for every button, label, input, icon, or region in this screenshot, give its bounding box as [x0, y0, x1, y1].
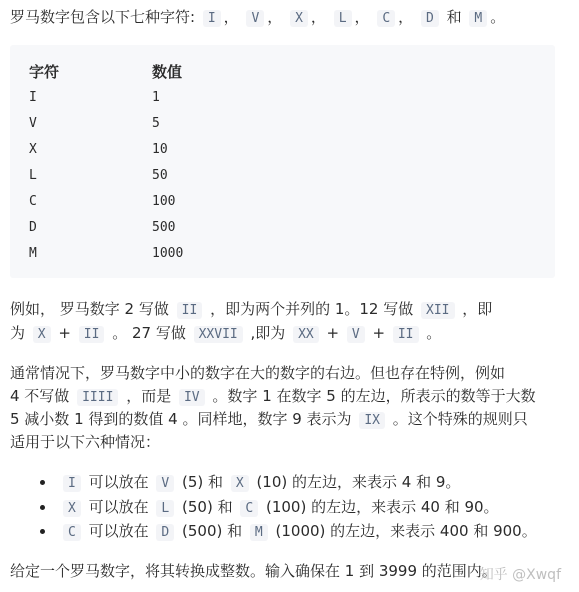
case-item	[60, 496, 499, 520]
code-II: II	[79, 326, 105, 343]
plus-sign: +	[372, 324, 386, 342]
bullet-dot	[40, 480, 45, 485]
example-line-2	[10, 322, 441, 346]
code-symbol: C	[240, 500, 258, 517]
table-symbol: C	[29, 194, 37, 209]
example-text: ，即为两个并列的 1。12 写做	[210, 300, 414, 318]
case-text: 可以放在	[88, 522, 149, 540]
code-IV: IV	[179, 389, 205, 406]
case-text: (50) 和	[182, 498, 233, 516]
table-value: 1000	[152, 246, 184, 261]
plus-sign: +	[58, 324, 71, 342]
table-value: 50	[152, 168, 168, 183]
case-text: (5) 和	[182, 473, 224, 491]
sep: ，	[267, 8, 283, 26]
rule-text: 5 减小数 1 得到的数值 4 。同样地，数字 9 表示为	[10, 410, 352, 428]
char-C-code: C	[377, 10, 395, 27]
sep: ，	[354, 8, 370, 26]
example-text: ,即为	[250, 324, 286, 342]
sep: ，	[310, 8, 326, 26]
char-X-code: X	[290, 10, 308, 27]
table-symbol: M	[29, 246, 37, 261]
code-symbol: L	[156, 500, 174, 517]
table-value: 1	[152, 90, 160, 105]
char-L-code: L	[334, 10, 352, 27]
watermark: 知乎 @Xwqf	[479, 567, 561, 583]
code-II: II	[393, 326, 419, 343]
case-text: (1000) 的左边，来表示 400 和 900。	[275, 522, 537, 540]
code-symbol: C	[63, 524, 81, 541]
and-word: 和	[446, 8, 462, 26]
table-value: 100	[152, 194, 176, 209]
char-M-code: M	[469, 10, 487, 27]
rule-line-2	[10, 385, 536, 409]
code-symbol: D	[156, 524, 174, 541]
table-value: 10	[152, 142, 168, 157]
example-text: 。 27 写做	[112, 324, 186, 342]
table-header-value: 数值	[152, 63, 183, 81]
rule-text: ，而是	[126, 387, 172, 405]
table-symbol: D	[29, 220, 37, 235]
rule-text: 。数字 1 在数字 5 的左边，所表示的数等于大数	[212, 387, 536, 405]
code-symbol: M	[250, 524, 268, 541]
table-symbol: V	[29, 116, 37, 131]
example-text: 例如， 罗马数字 2 写做	[10, 300, 169, 318]
case-text: 可以放在	[88, 473, 149, 491]
code-V: V	[347, 326, 365, 343]
table-symbol: I	[29, 90, 37, 105]
code-symbol: X	[63, 500, 81, 517]
symbol-table	[10, 45, 555, 278]
final-line: 给定一个罗马数字，将其转换成整数。输入确保在 1 到 3999 的范围内。	[10, 562, 497, 580]
case-item	[60, 520, 537, 544]
example-text: ，即	[462, 300, 493, 318]
example-line-1	[10, 298, 492, 322]
bullet-dot	[40, 505, 45, 510]
intro-line	[10, 6, 505, 30]
table-header-symbol: 字符	[29, 63, 60, 81]
char-V-code: V	[246, 10, 264, 27]
code-X: X	[33, 326, 51, 343]
code-symbol: X	[231, 475, 249, 492]
case-item	[60, 471, 460, 495]
sep: ，	[223, 8, 239, 26]
code-IX: IX	[359, 412, 385, 429]
period: 。	[426, 324, 442, 342]
table-symbol: X	[29, 142, 37, 157]
code-symbol: I	[63, 475, 81, 492]
table-value: 500	[152, 220, 176, 235]
code-IIII: IIII	[77, 389, 118, 406]
case-text: (100) 的左边，来表示 40 和 90。	[265, 498, 499, 516]
rule-text: 4 不写做	[10, 387, 70, 405]
case-text: (500) 和	[182, 522, 243, 540]
code-XXVII: XXVII	[194, 326, 243, 343]
intro-text: 罗马数字包含以下七种字符:	[10, 8, 196, 26]
case-text: (10) 的左边，来表示 4 和 9。	[256, 473, 461, 491]
char-I-code: I	[203, 10, 221, 27]
char-D-code: D	[421, 10, 439, 27]
code-symbol: V	[156, 475, 174, 492]
period: 。	[490, 8, 506, 26]
rule-text: 。这个特殊的规则只	[392, 410, 528, 428]
table-value: 5	[152, 116, 160, 131]
rule-line-3	[10, 408, 528, 432]
code-XX: XX	[293, 326, 319, 343]
rule-line-1: 通常情况下，罗马数字中小的数字在大的数字的右边。但也存在特例，例如	[10, 364, 506, 382]
case-text: 可以放在	[88, 498, 149, 516]
rule-line-4: 适用于以下六种情况：	[10, 433, 161, 451]
plus-sign: +	[326, 324, 340, 342]
code-II: II	[177, 302, 203, 319]
code-XII: XII	[421, 302, 454, 319]
bullet-dot	[40, 529, 45, 534]
example-text: 为	[10, 324, 26, 342]
table-symbol: L	[29, 168, 37, 183]
sep: ，	[398, 8, 414, 26]
